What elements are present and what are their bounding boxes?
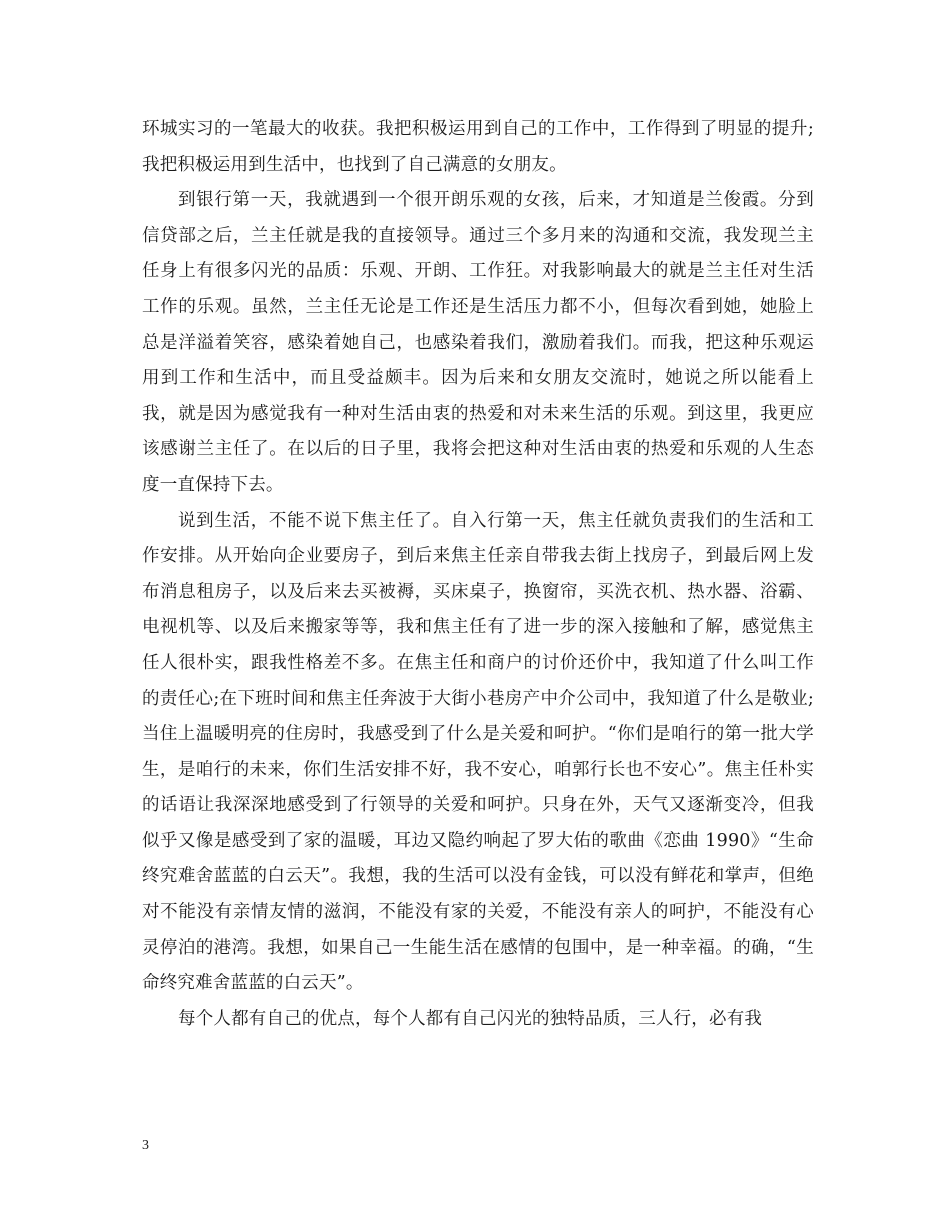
page-number: 3	[142, 1138, 149, 1153]
paragraph: 到银行第一天，我就遇到一个很开朗乐观的女孩，后来，才知道是兰俊霞。分到信贷部之后，兰主任就是我的直接领导。通过三个多月来的沟通和交流，我发现兰主任身上有很多闪光的品质：乐观、开朗、工作狂。对我影响最大的就是兰主任对生活工作的乐观。虽然，兰主任无论是工作还是生活压力都不小，但每次看到她，她脸上总是洋溢着笑容，感染着她自己，也感染着我们，激励着我们。而我，把这种乐观运用到工作和生活中，而且受益颇丰。因为后来和女朋友交流时，她说之所以能看上我，就是因为感觉我有一种对生活由衷的热爱和对未来生活的乐观。到这里，我更应该感谢兰主任了。在以后的日子里，我将会把这种对生活由衷的热爱和乐观的人生态度一直保持下去。	[142, 190, 814, 495]
paragraph: 每个人都有自己的优点，每个人都有自己闪光的独特品质，三人行，必有我	[178, 1008, 763, 1029]
paragraph: 说到生活，不能不说下焦主任了。自入行第一天，焦主任就负责我们的生活和工作安排。从开始向企业要房子，到后来焦主任亲自带我去街上找房子，到最后网上发布消息租房子，以及后来去买被褥，买床桌子，换窗帘，买洗衣机、热水器、浴霸、电视机等、以及后来搬家等等，我和焦主任有了进一步的深入接触和了解，感觉焦主任人很朴实，跟我性格差不多。在焦主任和商户的讨价还价中，我知道了什么叫工作的责任心;在下班时间和焦主任奔波于大街小巷房产中介公司中，我知道了什么是敬业;当住上温暖明亮的住房时，我感受到了什么是关爱和呵护。“你们是咱行的第一批大学生，是咱行的未来，你们生活安排不好，我不安心，咱郭行长也不安心”。焦主任朴实的话语让我深深地感受到了行领导的关爱和呵护。只身在外，天气又逐渐变冷，但我似乎又像是感受到了家的温暖，耳边又隐约响起了罗大佑的歌曲《恋曲 1990》“生命终究难舍蓝蓝的白云天”。我想，我的生活可以没有金钱，可以没有鲜花和掌声，但绝对不能没有亲情友情的滋润，不能没有家的关爱，不能没有亲人的呵护，不能没有心灵停泊的港湾。我想，如果自己一生能生活在感情的包围中，是一种幸福。的确，“生命终究难舍蓝蓝的白云天”。	[142, 510, 814, 994]
body-text	[142, 112, 814, 1037]
paragraph: 环城实习的一笔最大的收获。我把积极运用到自己的工作中，工作得到了明显的提升;我把积极运用到生活中，也找到了自己满意的女朋友。	[142, 119, 814, 175]
